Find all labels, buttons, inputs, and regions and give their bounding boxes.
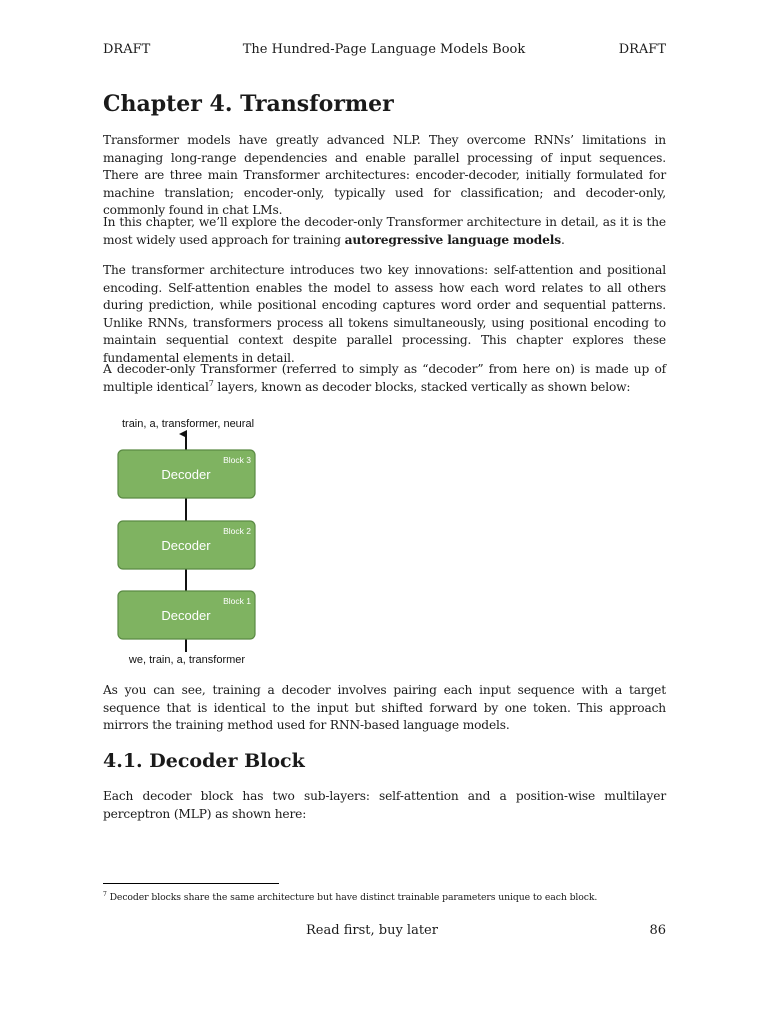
header-right: DRAFT bbox=[618, 42, 666, 57]
paragraph-innovations: The transformer architecture introduces two key innovations: self-attention and positional encoding. Self-attention enables the model to assess how each word relates to all others during prediction, while positional encoding captures word order and sequential patterns. Unlike RNNs, transformers process all tokens simultaneously, using positional encoding to maintain sequential context despite parallel processing. This chapter explores these fundamental elements in detail. bbox=[103, 263, 666, 365]
header-title: The Hundred-Page Language Models Book bbox=[242, 42, 526, 57]
block-tag: Block 2 bbox=[223, 526, 251, 536]
section-title: 4.1. Decoder Block bbox=[103, 750, 305, 772]
paragraph-text: A decoder-only Transformer (referred to simply as “decoder” from here on) is made up of multiple identical bbox=[103, 362, 666, 394]
footnote-divider bbox=[103, 883, 279, 884]
decoder-label: Decoder bbox=[161, 467, 211, 482]
block-tag: Block 3 bbox=[223, 455, 251, 465]
header-left: DRAFT bbox=[103, 42, 151, 57]
decoder-stack-diagram bbox=[100, 410, 280, 670]
decoder-block-1 bbox=[118, 591, 255, 639]
bold-term: autoregressive language models bbox=[344, 232, 561, 247]
footnote-ref: 7 bbox=[208, 378, 214, 388]
footnote-number: 7 bbox=[103, 890, 107, 898]
decoder-block-2 bbox=[118, 521, 255, 569]
paragraph-decoder-only bbox=[103, 214, 666, 249]
footnote bbox=[103, 892, 673, 904]
chapter-title: Chapter 4. Transformer bbox=[103, 91, 394, 117]
block-tag: Block 1 bbox=[223, 596, 251, 606]
paragraph-sublayers: Each decoder block has two sub-layers: self-attention and a position-wise multilayer perceptron (MLP) as shown here: bbox=[103, 789, 666, 821]
paragraph-text: . bbox=[560, 232, 565, 247]
paragraph-text: layers, known as decoder blocks, stacked vertically as shown below: bbox=[213, 379, 631, 394]
page-number: 86 bbox=[649, 923, 666, 938]
decoder-label: Decoder bbox=[161, 538, 211, 553]
footnote-text: Decoder blocks share the same architecture but have distinct trainable parameters unique to each block. bbox=[106, 892, 598, 903]
paragraph-text: In this chapter, we’ll explore the decoder-only Transformer architecture in detail, as it is the most widely used approach for training bbox=[103, 215, 666, 247]
decoder-block-3 bbox=[118, 450, 255, 498]
paragraph-intro: Transformer models have greatly advanced NLP. They overcome RNNs’ limitations in managing long-range dependencies and enable parallel processing of input sequences. There are three main Transformer architectures: encoder-decoder, initially formulated for machine translation; encoder-only, typically used for classification; and decoder-only, commonly found in chat LMs. bbox=[103, 133, 666, 217]
paragraph-decoder-blocks bbox=[103, 361, 666, 396]
footer-tagline: Read first, buy later bbox=[306, 923, 438, 938]
input-tokens-label: we, train, a, transformer bbox=[128, 654, 246, 666]
output-tokens-label: train, a, transformer, neural bbox=[121, 418, 255, 430]
decoder-label: Decoder bbox=[161, 608, 211, 623]
paragraph-training: As you can see, training a decoder involves pairing each input sequence with a target sequence that is identical to the input but shifted forward by one token. This approach mirrors the training method used for RNN-based language models. bbox=[103, 683, 666, 732]
